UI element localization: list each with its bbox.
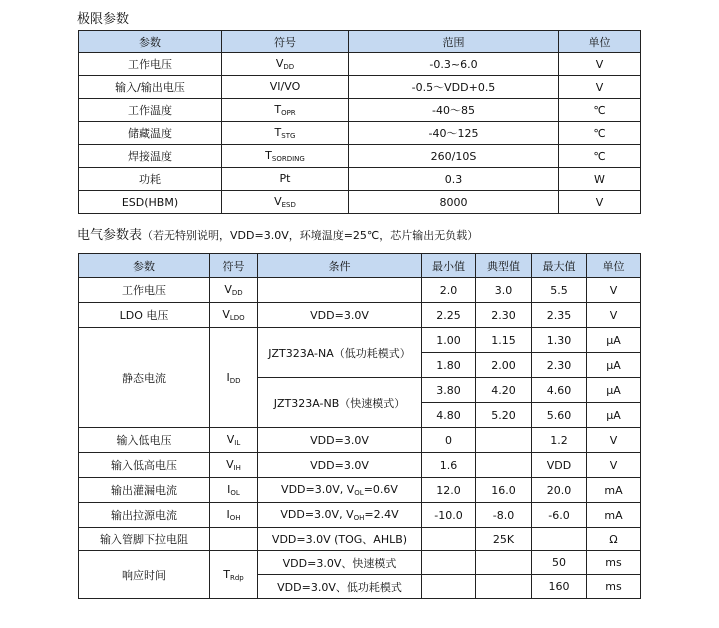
abs-max-title: 极限参数 bbox=[77, 12, 130, 27]
table-cell: 20.0 bbox=[532, 478, 587, 503]
table-cell: 3.0 bbox=[476, 278, 532, 303]
table-row bbox=[79, 528, 641, 551]
col-header: 参数 bbox=[79, 254, 210, 278]
table-cell: V bbox=[587, 303, 641, 328]
table-cell: 2.25 bbox=[422, 303, 476, 328]
table-cell: 储藏温度 bbox=[79, 122, 222, 145]
col-header: 最大值 bbox=[532, 254, 587, 278]
table-row bbox=[79, 428, 641, 453]
table-cell: ℃ bbox=[559, 145, 641, 168]
table-cell: 工作电压 bbox=[79, 278, 210, 303]
table-cell: 260/10S bbox=[349, 145, 559, 168]
table-cell: 工作电压 bbox=[79, 53, 222, 76]
table-cell: 160 bbox=[532, 575, 587, 599]
table-cell: V bbox=[587, 453, 641, 478]
table-cell: $V_{DD}$ bbox=[222, 53, 349, 76]
table-cell: VDD=3.0V bbox=[258, 453, 422, 478]
table-cell: $I_{OH}$ bbox=[210, 503, 258, 528]
table-cell bbox=[422, 528, 476, 551]
table-cell: 输入低电压 bbox=[79, 428, 210, 453]
table-cell bbox=[258, 278, 422, 303]
table-cell: 输出灌漏电流 bbox=[79, 478, 210, 503]
table-cell: ms bbox=[587, 575, 641, 599]
table-cell: $V_{IL}$ bbox=[210, 428, 258, 453]
table-cell bbox=[422, 551, 476, 575]
table-cell: -0.5～VDD+0.5 bbox=[349, 76, 559, 99]
table-cell: 1.30 bbox=[532, 328, 587, 353]
table-cell: μA bbox=[587, 403, 641, 428]
table-cell bbox=[532, 528, 587, 551]
table-row bbox=[79, 122, 641, 145]
table-row bbox=[79, 53, 641, 76]
col-header: 范围 bbox=[349, 31, 559, 53]
table-cell: 输出拉源电流 bbox=[79, 503, 210, 528]
table-cell: -8.0 bbox=[476, 503, 532, 528]
table-cell: 5.20 bbox=[476, 403, 532, 428]
table-cell: -40～125 bbox=[349, 122, 559, 145]
table-cell: 响应时间 bbox=[79, 551, 210, 599]
elec-title: 电气参数表（若无特别说明，VDD=3.0V，环境温度=25℃，芯片输出无负载） bbox=[77, 228, 479, 243]
table-row bbox=[79, 99, 641, 122]
table-cell: 4.60 bbox=[532, 378, 587, 403]
table-cell bbox=[422, 575, 476, 599]
table-cell: 5.5 bbox=[532, 278, 587, 303]
col-header: 符号 bbox=[210, 254, 258, 278]
table-cell: 2.35 bbox=[532, 303, 587, 328]
table-cell: 4.80 bbox=[422, 403, 476, 428]
table-cell: VDD=3.0V bbox=[258, 303, 422, 328]
table-cell: VDD bbox=[532, 453, 587, 478]
table-cell: 16.0 bbox=[476, 478, 532, 503]
table-cell: JZT323A-NA（低功耗模式） bbox=[258, 328, 422, 378]
col-header: 最小值 bbox=[422, 254, 476, 278]
table-cell: 1.15 bbox=[476, 328, 532, 353]
table-cell: μA bbox=[587, 328, 641, 353]
table-cell: $V_{LDO}$ bbox=[210, 303, 258, 328]
table-cell: -0.3~6.0 bbox=[349, 53, 559, 76]
table-row bbox=[79, 145, 641, 168]
table-cell: ℃ bbox=[559, 122, 641, 145]
table-cell bbox=[476, 428, 532, 453]
elec-note: （若无特别说明，VDD=3.0V，环境温度=25℃，芯片输出无负载） bbox=[142, 229, 479, 242]
table-cell: ℃ bbox=[559, 99, 641, 122]
table-cell: 1.2 bbox=[532, 428, 587, 453]
table-cell: 焊接温度 bbox=[79, 145, 222, 168]
table-cell: -10.0 bbox=[422, 503, 476, 528]
table-cell: VDD=3.0V (TOG、AHLB) bbox=[258, 528, 422, 551]
table-cell: μA bbox=[587, 378, 641, 403]
table-cell: 工作温度 bbox=[79, 99, 222, 122]
table-cell: 2.30 bbox=[532, 353, 587, 378]
table-cell: $V_{ESD}$ bbox=[222, 191, 349, 214]
elec-table bbox=[78, 253, 641, 599]
table-row bbox=[79, 328, 641, 353]
table-cell: LDO 电压 bbox=[79, 303, 210, 328]
table-cell: 输入/输出电压 bbox=[79, 76, 222, 99]
col-header: 参数 bbox=[79, 31, 222, 53]
table-cell: 输入管脚下拉电阻 bbox=[79, 528, 210, 551]
table-cell: $V_{DD}$ bbox=[210, 278, 258, 303]
table-cell: V bbox=[559, 191, 641, 214]
table-cell: 1.6 bbox=[422, 453, 476, 478]
table-row bbox=[79, 453, 641, 478]
col-header: 符号 bbox=[222, 31, 349, 53]
table-cell: ms bbox=[587, 551, 641, 575]
table-row bbox=[79, 168, 641, 191]
table-cell: 功耗 bbox=[79, 168, 222, 191]
table-cell: VDD=3.0V bbox=[258, 428, 422, 453]
table-cell: 2.0 bbox=[422, 278, 476, 303]
col-header: 单位 bbox=[587, 254, 641, 278]
table-cell: Pt bbox=[222, 168, 349, 191]
table-cell: -40～85 bbox=[349, 99, 559, 122]
table-row bbox=[79, 303, 641, 328]
table-cell: V bbox=[587, 428, 641, 453]
table-cell: $I_{OL}$ bbox=[210, 478, 258, 503]
table-row bbox=[79, 278, 641, 303]
table-cell: mA bbox=[587, 478, 641, 503]
table-cell: 50 bbox=[532, 551, 587, 575]
table-cell: VDD=3.0V, $V_{OH}=2.4V$ bbox=[258, 503, 422, 528]
table-cell: VDD=3.0V、低功耗模式 bbox=[258, 575, 422, 599]
table-cell bbox=[210, 528, 258, 551]
col-header: 典型值 bbox=[476, 254, 532, 278]
table-row bbox=[79, 191, 641, 214]
table-cell: V bbox=[587, 278, 641, 303]
table-cell: 8000 bbox=[349, 191, 559, 214]
table-cell: JZT323A-NB（快速模式） bbox=[258, 378, 422, 428]
table-row bbox=[79, 551, 641, 575]
abs-max-table bbox=[78, 30, 641, 214]
col-header: 条件 bbox=[258, 254, 422, 278]
table-row bbox=[79, 76, 641, 99]
table-cell: 4.20 bbox=[476, 378, 532, 403]
table-cell: $T_{OPR}$ bbox=[222, 99, 349, 122]
table-cell: VI/VO bbox=[222, 76, 349, 99]
table-cell: 2.30 bbox=[476, 303, 532, 328]
table-cell: Ω bbox=[587, 528, 641, 551]
table-cell: mA bbox=[587, 503, 641, 528]
table-cell: V bbox=[559, 53, 641, 76]
table-cell: 25K bbox=[476, 528, 532, 551]
col-header: 单位 bbox=[559, 31, 641, 53]
table-cell: VDD=3.0V、快速模式 bbox=[258, 551, 422, 575]
table-cell: $T_{Rdp}$ bbox=[210, 551, 258, 599]
table-cell: $V_{IH}$ bbox=[210, 453, 258, 478]
table-cell: $T_{SORDING}$ bbox=[222, 145, 349, 168]
table-row bbox=[79, 503, 641, 528]
table-cell: $I_{DD}$ bbox=[210, 328, 258, 428]
table-cell: V bbox=[559, 76, 641, 99]
table-cell: 1.80 bbox=[422, 353, 476, 378]
table-cell: VDD=3.0V, $V_{OL}=0.6V$ bbox=[258, 478, 422, 503]
table-cell: 5.60 bbox=[532, 403, 587, 428]
table-cell: 12.0 bbox=[422, 478, 476, 503]
table-cell: 静态电流 bbox=[79, 328, 210, 428]
table-cell: 输入低高电压 bbox=[79, 453, 210, 478]
table-cell bbox=[476, 575, 532, 599]
table-cell: 0.3 bbox=[349, 168, 559, 191]
table-cell: 1.00 bbox=[422, 328, 476, 353]
table-cell: W bbox=[559, 168, 641, 191]
table-cell: $T_{STG}$ bbox=[222, 122, 349, 145]
table-cell: μA bbox=[587, 353, 641, 378]
table-cell bbox=[476, 453, 532, 478]
table-cell: ESD(HBM) bbox=[79, 191, 222, 214]
table-row bbox=[79, 478, 641, 503]
table-cell bbox=[476, 551, 532, 575]
table-cell: 2.00 bbox=[476, 353, 532, 378]
table-cell: 3.80 bbox=[422, 378, 476, 403]
table-cell: -6.0 bbox=[532, 503, 587, 528]
table-cell: 0 bbox=[422, 428, 476, 453]
